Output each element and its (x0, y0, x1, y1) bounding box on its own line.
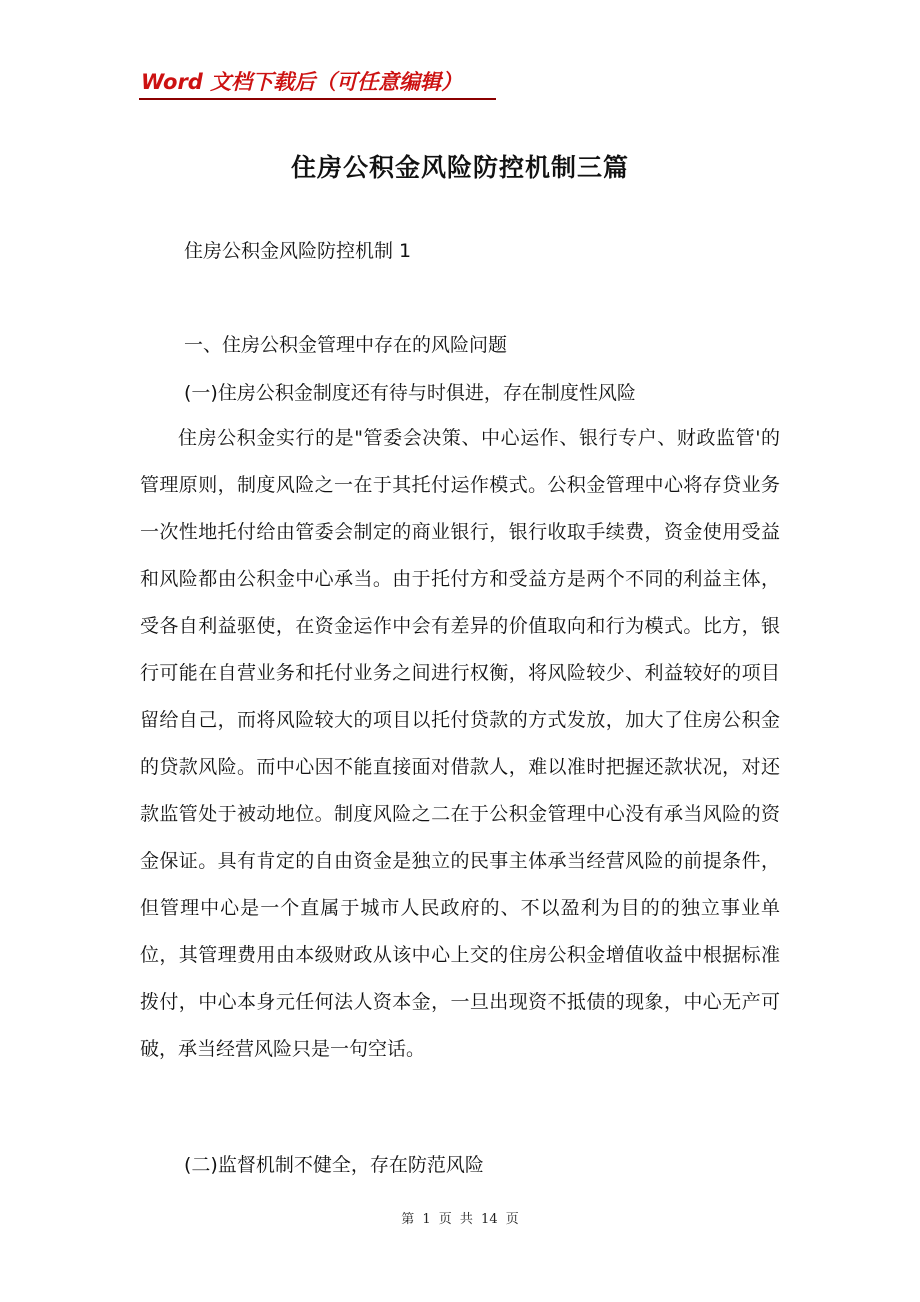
subsection-heading-2: (二)监督机制不健全，存在防范风险 (184, 1154, 484, 1176)
page-number-footer: 第 1 页 共 14 页 (401, 1212, 519, 1227)
download-banner (139, 64, 496, 100)
document-subtitle: 住房公积金风险防控机制 1 (184, 240, 412, 262)
body-paragraph: 住房公积金实行的是"管委会决策、中心运作、银行专户、财政监管'的管理原则，制度风险之一在于其托付运作模式。公积金管理中心将存贷业务一次性地托付给由管委会制定的商业银行，银行收取手续费，资金使用受益和风险都由公积金中心承当。由于托付方和受益方是两个不同的利益主体，受各自利益驱使，在资金运作中会有差异的价值取向和行为模式。比方，银行可能在自营业务和托付业务之间进行权衡，将风险较少、利益较好的项目留给自己，而将风险较大的项目以托付贷款的方式发放，加大了住房公积金的贷款风险。而中心因不能直接面对借款人，难以准时把握还款状况，对还款监管处于被动地位。制度风险之二在于公积金管理中心没有承当风险的资金保证。具有肯定的自由资金是独立的民事主体承当经营风险的前提条件，但管理中心是一个直属于城市人民政府的、不以盈利为目的的独立事业单位，其管理费用由本级财政从该中心上交的住房公积金增值收益中根据标准拨付，中心本身元任何法人资本金，一旦出现资不抵债的现象，中心无产可破，承当经营风险只是一句空话。 (140, 427, 780, 1060)
subsection-heading-1: (一)住房公积金制度还有待与时俱进，存在制度性风险 (184, 382, 636, 404)
document-title: 住房公积金风险防控机制三篇 (290, 153, 629, 182)
section-heading: 一、住房公积金管理中存在的风险问题 (184, 334, 508, 356)
download-banner-text: Word 文档下载后（可任意编辑） (141, 70, 463, 94)
